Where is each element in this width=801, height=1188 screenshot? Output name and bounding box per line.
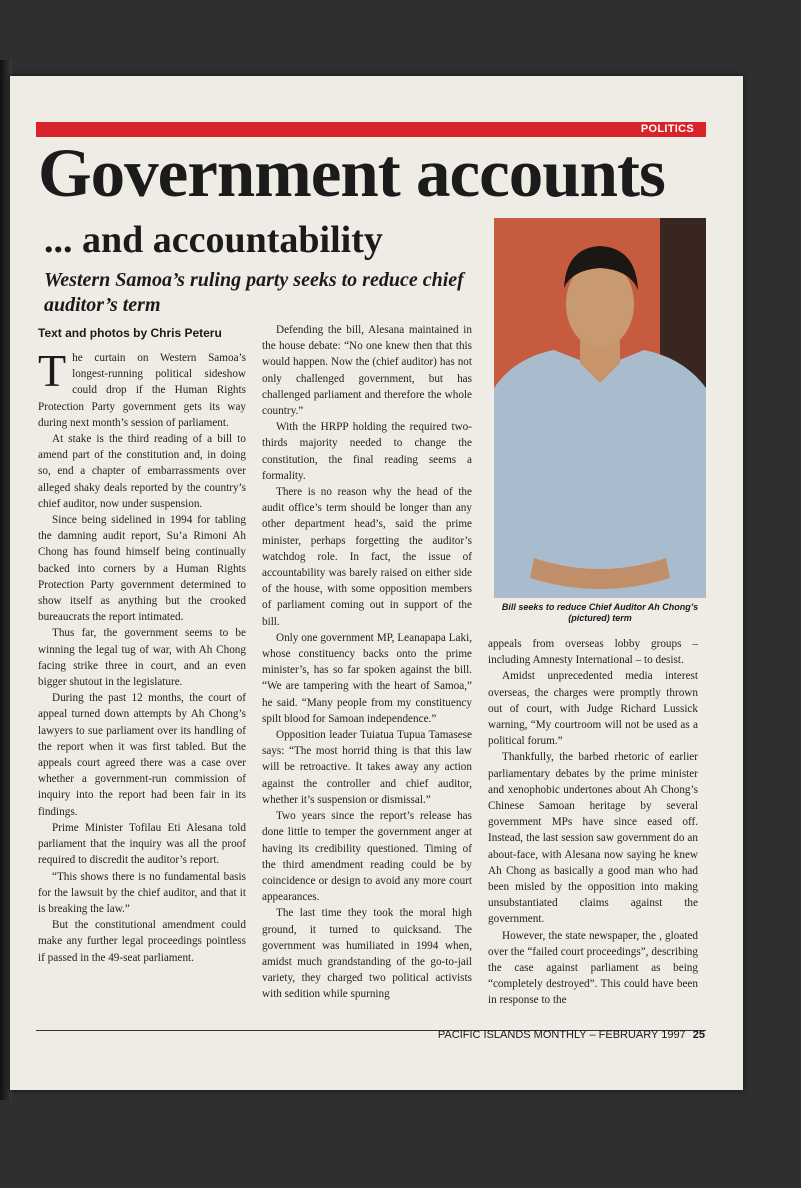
subheadline: ... and accountability <box>44 219 383 261</box>
magazine-page <box>10 76 743 1090</box>
article-column-1 <box>38 345 246 966</box>
paragraph: “This shows there is no fundamental basis for the lawsuit by the chief auditor, and that it is breaking the law.” <box>38 870 246 915</box>
page-number: 25 <box>692 1029 705 1041</box>
page-footer <box>438 1029 705 1041</box>
paragraph: There is no reason why the head of the audit office’s term should be longer than any other department head’s, said the prime minister, perhaps forgetting the auditor’s watchdog role. In fact, the issue of accountability was barely raised on either side of the house, with some opposition members of parliament coming out in support of the bill. <box>262 486 472 628</box>
byline: Text and photos by Chris Peteru <box>38 326 222 340</box>
paragraph: During the past 12 months, the court of appeal turned down attempts by Ah Chong’s lawyers to sue parliament over its handling of the report when it was first tabled. But the appeals court agreed there was a case over whether a government-run commission of inquiry into the report had been fair in its findings. <box>38 692 246 818</box>
paragraph: Opposition leader Tuiatua Tupua Tamasese says: “The most horrid thing is that this law will be retroactive. It takes away any action against the controller and chief auditor, whether it’s suspension or dismissal.” <box>262 729 472 806</box>
man-portrait-illustration <box>494 218 706 598</box>
dropcap: T <box>38 345 67 396</box>
article-column-2 <box>262 322 472 1003</box>
paragraph: But the constitutional amendment could make any further legal proceedings pointless if passed in the 49-seat parliament. <box>38 919 246 964</box>
paragraph: Since being sidelined in 1994 for tabling the damning audit report, Su’a Rimoni Ah Chong has found himself being continually backed into corners by a Human Rights Protection Party government determined to show itself as anything but the crooked bureaucrats the report intimated. <box>38 514 246 624</box>
paragraph: The last time they took the moral high ground, it turned to quicksand. The government was humiliated in 1994 when, amidst much grandstanding of the go-to-jail variety, they charged two political activists with sedition while spurning <box>262 907 472 1001</box>
footer-text: PACIFIC ISLANDS MONTHLY – FEBRUARY 1997 <box>437 1029 686 1041</box>
section-label: POLITICS <box>640 123 694 135</box>
paragraph: Thankfully, the barbed rhetoric of earlier parliamentary debates by the prime minister and xenophobic undertones about Ah Chong’s Chinese Samoan heritage by several government MPs have since eased off. Instead, the last session saw government do an about-face, with Alesana now saying he knew Ah Chong as basically a good man who had been misled by the opposition into making unsubstantiated claims against the government. <box>488 751 698 926</box>
photo-caption: Bill seeks to reduce Chief Auditor Ah Chong’s (pictured) term <box>501 602 699 623</box>
paragraph: Prime Minister Tofilau Eti Alesana told parliament that the inquiry was all the proof required to discredit the auditor’s report. <box>38 821 246 867</box>
paragraph: However, the state newspaper, the , gloated over the “failed court proceedings”, describing the case against parliament as being “completely destroyed”. This could have been in response to the <box>488 929 698 1007</box>
paragraph: Amidst unprecedented media interest overseas, the charges were promptly thrown out of court, with Judge Richard Lussick warning, “My courtroom will not be used as a political forum.” <box>488 670 698 748</box>
paragraph <box>38 345 246 431</box>
paragraph: With the HRPP holding the required two-thirds majority needed to change the constitution, the final reading seems a formality. <box>262 421 472 482</box>
paragraph: appeals from overseas lobby groups – including Amnesty International – to desist. <box>488 638 698 667</box>
headline: Government accounts <box>38 135 665 211</box>
paragraph: Only one government MP, Leanapapa Laki, whose constituency backs onto the prime minister’s, has so far spoken against the bill. “We are tampering with the heart of Samoa,” he said. “Many people from my constituency spilt blood for Samoan independence.” <box>262 631 472 725</box>
article-column-3 <box>488 636 698 1009</box>
portrait-photo <box>494 218 706 598</box>
paragraph: Defending the bill, Alesana maintained in the house debate: “No one knew then that this would happen. Now the (chief auditor) has not only challenged government, but has challenged parliament and therefore the whole country.” <box>262 324 472 418</box>
deck: Western Samoa’s ruling party seeks to reduce chief auditor’s term <box>44 269 464 316</box>
paragraph: Two years since the report’s release has done little to temper the government anger at having its credibility questioned. Timing of the third amendment reading could be by coincidence or design to avoid any more court appearances. <box>262 810 472 904</box>
paragraph: At stake is the third reading of a bill to amend part of the constitution and, in doing so, end a chapter of embarrassments over alleged shaky deals reported by the country’s chief auditor, now under suspension. <box>38 433 246 510</box>
paragraph: Thus far, the government seems to be winning the legal tug of war, with Ah Chong facing strike three in court, and an even bigger shutout in the legislature. <box>38 627 246 689</box>
paragraph-text: he curtain on Western Samoa’s longest-running political sideshow could drop if the Human Rights Protection Party government gets its way during next month’s session of parliament. <box>38 352 246 429</box>
